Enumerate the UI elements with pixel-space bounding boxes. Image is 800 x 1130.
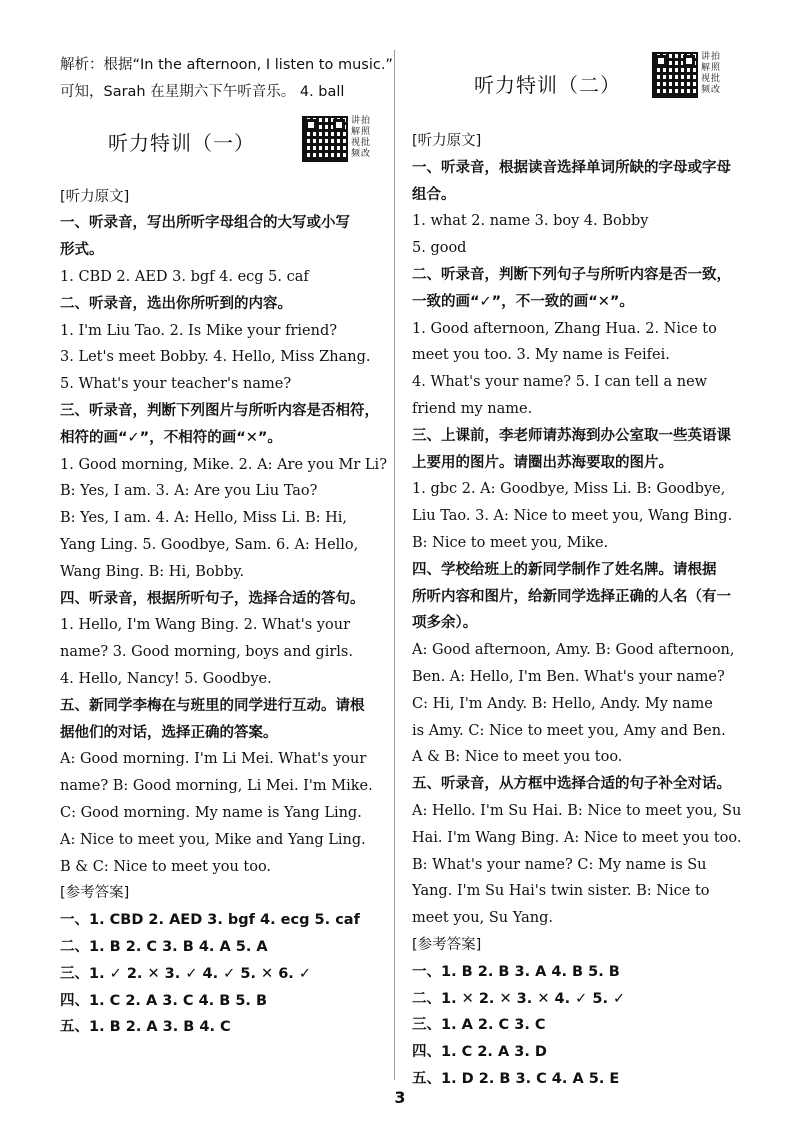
answers-label: [参考答案] [412, 936, 482, 953]
question-heading: 项多余）。 [412, 615, 478, 632]
answer-line: 一、1. CBD 2. AED 3. bgf 4. ecg 5. caf [60, 912, 360, 929]
transcript-line: 5. What's your teacher's name? [60, 376, 292, 393]
transcript-line: Yang Ling. 5. Goodbye, Sam. 6. A: Hello, [60, 536, 359, 553]
transcript-line: name? B: Good morning, Li Mei. I'm Mike. [60, 778, 373, 795]
transcript-line: 4. Hello, Nancy! 5. Goodbye. [60, 670, 272, 687]
section-header-1 [60, 116, 410, 178]
transcript-line: B: Nice to meet you, Mike. [412, 534, 609, 551]
section-title: 听力特训（一） [108, 130, 255, 155]
transcript-line: is Amy. C: Nice to meet you, Amy and Ben. [412, 722, 726, 739]
transcript-line: 1. I'm Liu Tao. 2. Is Mike your friend? [60, 322, 338, 339]
section-title: 听力特训（二） [474, 73, 621, 97]
transcript-line: 1. CBD 2. AED 3. bgf 4. ecg 5. caf [60, 268, 309, 285]
transcript-line: meet you too. 3. My name is Feifei. [412, 347, 670, 364]
transcript-line: 1. Good afternoon, Zhang Hua. 2. Nice to [412, 320, 717, 337]
transcript-line: B: Yes, I am. 3. A: Are you Liu Tao? [60, 483, 318, 500]
question-heading: 三、听录音，判断下列图片与所听内容是否相符， [60, 402, 379, 419]
question-heading: 二、听录音，选出你所听到的内容。 [60, 295, 292, 312]
page-number: 3 [394, 1088, 406, 1107]
transcript-line: 1. Good morning, Mike. 2. A: Are you Mr Li? [60, 456, 387, 473]
transcript-line: 3. Let's meet Bobby. 4. Hello, Miss Zhang. [60, 349, 371, 366]
yuanwen-label: [听力原文] [412, 133, 482, 149]
right-transcript [412, 155, 762, 932]
answer-line: 二、1. ✕ 2. ✕ 3. ✕ 4. ✓ 5. ✓ [412, 990, 626, 1007]
transcript-line: B: What's your name? C: My name is Su [412, 856, 707, 873]
question-heading: 一、听录音，写出所听字母组合的大写或小写 [60, 215, 350, 232]
qr-code-icon[interactable] [302, 116, 348, 162]
qr-caption: 讲拍 解照 视批 频改 [351, 115, 372, 159]
intro-line-2: 可知，Sarah 在星期六下午听音乐。 4. ball [60, 83, 345, 100]
question-heading: 一、听录音，根据读音选择单词所缺的字母或字母 [412, 159, 731, 176]
left-column [60, 52, 410, 1041]
transcript-line: name? 3. Good morning, boys and girls. [60, 644, 353, 661]
transcript-line: 1. Hello, I'm Wang Bing. 2. What's your [60, 617, 350, 634]
intro-line-1: 解析：根据“In the afternoon, I listen to music.” [60, 57, 393, 73]
question-heading: 形式。 [60, 242, 104, 259]
qr-caption: 讲拍 解照 视批 频改 [701, 52, 722, 95]
transcript-line: Yang. I'm Su Hai's twin sister. B: Nice to [412, 883, 710, 900]
transcript-line: Liu Tao. 3. A: Nice to meet you, Wang Bing. [412, 508, 733, 525]
qr-block [652, 52, 723, 98]
qr-block [302, 116, 373, 162]
transcript-line: friend my name. [412, 400, 533, 417]
question-heading: 五、新同学李梅在与班里的同学进行互动。请根 [60, 697, 365, 714]
transcript-line: Wang Bing. B: Hi, Bobby. [60, 563, 245, 580]
answers-label: [参考答案] [60, 885, 130, 902]
answer-line: 四、1. C 2. A 3. C 4. B 5. B [60, 992, 268, 1009]
yuanwen-label: [听力原文] [60, 188, 130, 205]
transcript-line: 4. What's your name? 5. I can tell a new [412, 374, 708, 391]
transcript-line: B & C: Nice to meet you too. [60, 858, 272, 875]
question-heading: 四、学校给班上的新同学制作了姓名牌。请根据 [412, 561, 717, 578]
left-transcript [60, 210, 410, 880]
answer-line: 三、1. A 2. C 3. C [412, 1017, 546, 1034]
answer-line: 四、1. C 2. A 3. D [412, 1044, 547, 1061]
question-heading: 五、听录音，从方框中选择合适的句子补全对话。 [412, 776, 731, 793]
transcript-line: Ben. A: Hello, I'm Ben. What's your name? [412, 668, 725, 685]
answer-line: 一、1. B 2. B 3. A 4. B 5. B [412, 963, 620, 980]
transcript-line: A: Nice to meet you, Mike and Yang Ling. [60, 831, 366, 848]
question-heading: 组合。 [412, 186, 456, 203]
right-column [412, 52, 762, 1093]
question-heading: 三、上课前，李老师请苏海到办公室取一些英语课 [412, 427, 731, 444]
transcript-line: C: Good morning. My name is Yang Ling. [60, 804, 362, 821]
question-heading: 相符的画“✓”，不相符的画“✕”。 [60, 429, 282, 446]
transcript-line: 1. gbc 2. A: Goodbye, Miss Li. B: Goodbye, [412, 481, 726, 498]
transcript-line: A: Good morning. I'm Li Mei. What's your [60, 751, 367, 768]
question-heading: 一致的画“✓”，不一致的画“✕”。 [412, 293, 634, 310]
answer-line: 二、1. B 2. C 3. B 4. A 5. A [60, 938, 268, 955]
section-header-2 [412, 52, 762, 122]
question-heading: 上要用的图片。请圈出苏海要取的图片。 [412, 454, 673, 471]
answer-line: 五、1. D 2. B 3. C 4. A 5. E [412, 1070, 620, 1087]
transcript-line: 5. good [412, 240, 467, 257]
transcript-line: B: Yes, I am. 4. A: Hello, Miss Li. B: Hi, [60, 510, 348, 527]
answer-line: 三、1. ✓ 2. ✕ 3. ✓ 4. ✓ 5. ✕ 6. ✓ [60, 965, 312, 982]
transcript-line: meet you, Su Yang. [412, 910, 554, 927]
transcript-line: A & B: Nice to meet you too. [412, 749, 623, 766]
question-heading: 所听内容和图片，给新同学选择正确的人名（有一 [412, 588, 731, 605]
transcript-line: 1. what 2. name 3. boy 4. Bobby [412, 213, 649, 230]
qr-code-icon[interactable] [652, 52, 698, 98]
right-answers [412, 959, 762, 1093]
transcript-line: A: Hello. I'm Su Hai. B: Nice to meet you, Su [412, 802, 742, 819]
question-heading: 据他们的对话，选择正确的答案。 [60, 724, 278, 741]
transcript-line: A: Good afternoon, Amy. B: Good afternoon, [412, 642, 735, 659]
question-heading: 四、听录音，根据所听句子，选择合适的答句。 [60, 590, 365, 607]
left-answers [60, 907, 410, 1041]
answer-line: 五、1. B 2. A 3. B 4. C [60, 1019, 231, 1036]
transcript-line: Hai. I'm Wang Bing. A: Nice to meet you too. [412, 829, 742, 846]
transcript-line: C: Hi, I'm Andy. B: Hello, Andy. My name [412, 695, 713, 712]
question-heading: 二、听录音，判断下列句子与所听内容是否一致， [412, 266, 731, 283]
